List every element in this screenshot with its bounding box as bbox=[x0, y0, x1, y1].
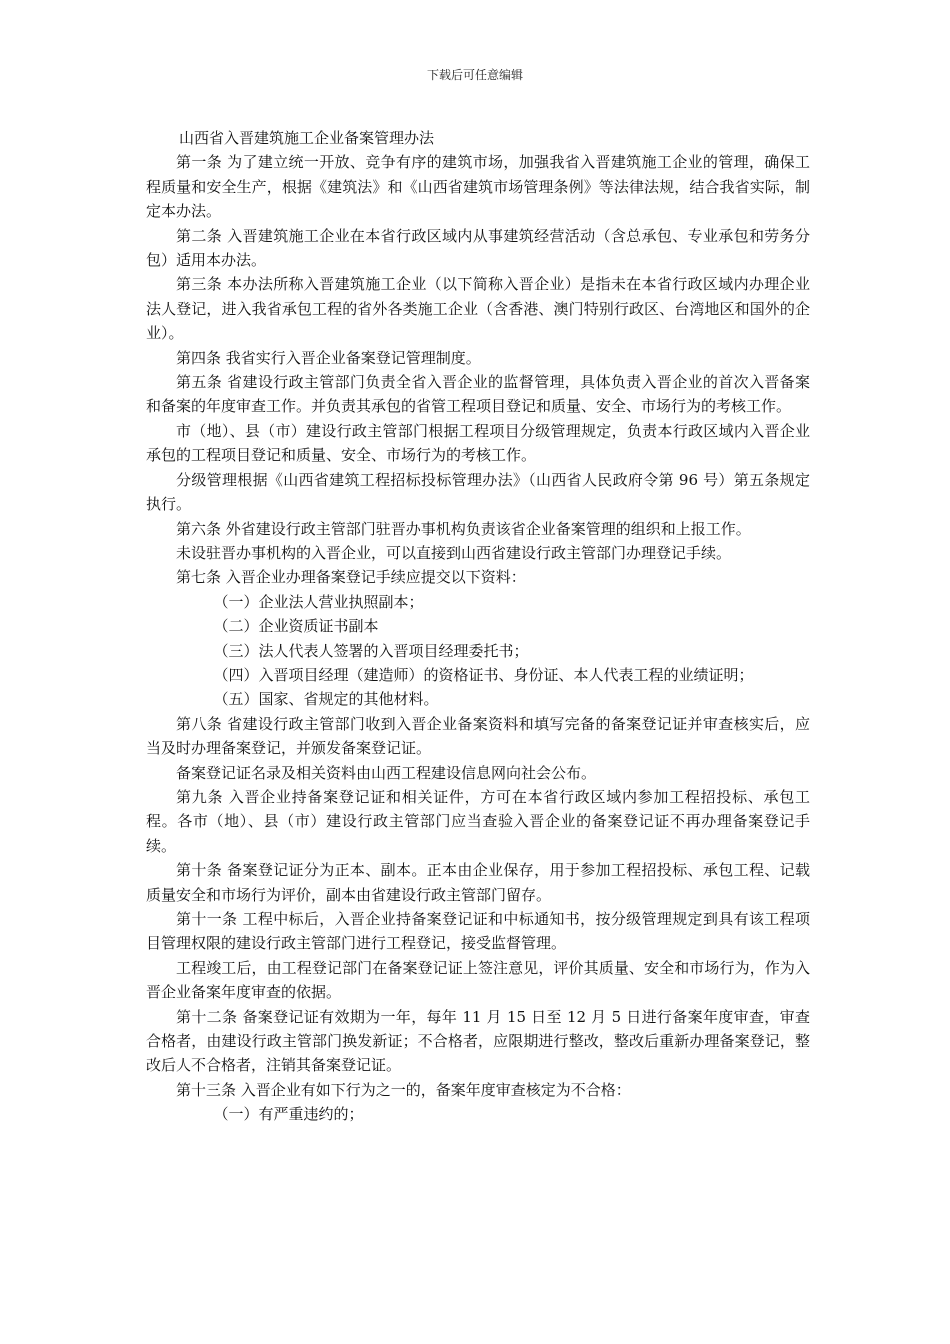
article-7: 第七条 入晋企业办理备案登记手续应提交以下资料： bbox=[176, 568, 526, 587]
article-5-para-2: 市（地）、县（市）建设行政主管部门根据工程项目分级管理规定，负责本行政区域内入晋企业承包的工程项目登记和质量、安全、市场行为的考核工作。 bbox=[146, 421, 810, 465]
article-12: 第十二条 备案登记证有效期为一年，每年 11 月 15 日至 12 月 5 日进行备案年度审查，审查合格者，由建设行政主管部门换发新证；不合格者，应限期进行整改，整改后重新办理备案登记，整改后人不合格者，注销其备案登记证。 bbox=[146, 1007, 810, 1075]
article-10: 第十条 备案登记证分为正本、副本。正本由企业保存，用于参加工程招投标、承包工程、记载质量安全和市场行为评价，副本由省建设行政主管部门留存。 bbox=[146, 861, 810, 904]
article-9: 第九条 入晋企业持备案登记证和相关证件，方可在本省行政区域内参加工程招投标、承包工程。各市（地）、县（市）建设行政主管部门应当查验入晋企业的备案登记证不再办理备案登记手续。 bbox=[146, 787, 810, 855]
article-7-item-1: （一）企业法人营业执照副本； bbox=[213, 592, 424, 611]
article-6-para-2: 未设驻晋办事机构的入晋企业，可以直接到山西省建设行政主管部门办理登记手续。 bbox=[176, 543, 732, 562]
article-7-item-4: （四）入晋项目经理（建造师）的资格证书、身份证、本人代表工程的业绩证明； bbox=[213, 665, 754, 684]
article-8-para-2: 备案登记证名录及相关资料由山西工程建设信息网向社会公布。 bbox=[176, 763, 597, 782]
article-8: 第八条 省建设行政主管部门收到入晋企业备案资料和填写完备的备案登记证并审查核实后，应当及时办理备案登记，并颁发备案登记证。 bbox=[146, 714, 810, 758]
article-7-item-3: （三）法人代表人签署的入晋项目经理委托书； bbox=[213, 641, 529, 660]
article-11: 第十一条 工程中标后，入晋企业持备案登记证和中标通知书，按分级管理规定到具有该工程项目管理权限的建设行政主管部门进行工程登记，接受监督管理。 bbox=[146, 910, 810, 953]
article-7-item-5: （五）国家、省规定的其他材料。 bbox=[213, 690, 439, 709]
article-6: 第六条 外省建设行政主管部门驻晋办事机构负责该省企业备案管理的组织和上报工作。 bbox=[176, 519, 751, 538]
article-11-para-2: 工程竣工后，由工程登记部门在备案登记证上签注意见，评价其质量、安全和市场行为，作为入晋企业备案年度审查的依据。 bbox=[146, 958, 810, 1002]
article-2: 第二条 入晋建筑施工企业在本省行政区域内从事建筑经营活动（含总承包、专业承包和劳务分包）适用本办法。 bbox=[146, 226, 810, 270]
article-1: 第一条 为了建立统一开放、竞争有序的建筑市场，加强我省入晋建筑施工企业的管理，确保工程质量和安全生产，根据《建筑法》和《山西省建筑市场管理条例》等法律法规，结合我省实际，制定本办法。 bbox=[146, 153, 810, 221]
article-3: 第三条 本办法所称入晋建筑施工企业（以下简称入晋企业）是指未在本省行政区域内办理企业法人登记，进入我省承包工程的省外各类施工企业（含香港、澳门特别行政区、台湾地区和国外的企业）。 bbox=[146, 275, 810, 343]
article-7-item-2: （二）企业资质证书副本 bbox=[213, 617, 379, 636]
header-note: 下载后可任意编辑 bbox=[426, 68, 523, 82]
article-13-item-1: （一）有严重违约的； bbox=[213, 1105, 364, 1124]
article-4: 第四条 我省实行入晋企业备案登记管理制度。 bbox=[176, 348, 481, 367]
document-title: 山西省入晋建筑施工企业备案管理办法 bbox=[179, 129, 435, 147]
article-5: 第五条 省建设行政主管部门负责全省入晋企业的监督管理，具体负责入晋企业的首次入晋备案和备案的年度审查工作。并负责其承包的省管工程项目登记和质量、安全、市场行为的考核工作。 bbox=[146, 373, 810, 416]
document-body bbox=[146, 126, 810, 1127]
article-5-para-3: 分级管理根据《山西省建筑工程招标投标管理办法》（山西省人民政府令第 96 号）第五条规定执行。 bbox=[146, 470, 810, 514]
article-13: 第十三条 入晋企业有如下行为之一的，备案年度审查核定为不合格： bbox=[176, 1080, 631, 1099]
